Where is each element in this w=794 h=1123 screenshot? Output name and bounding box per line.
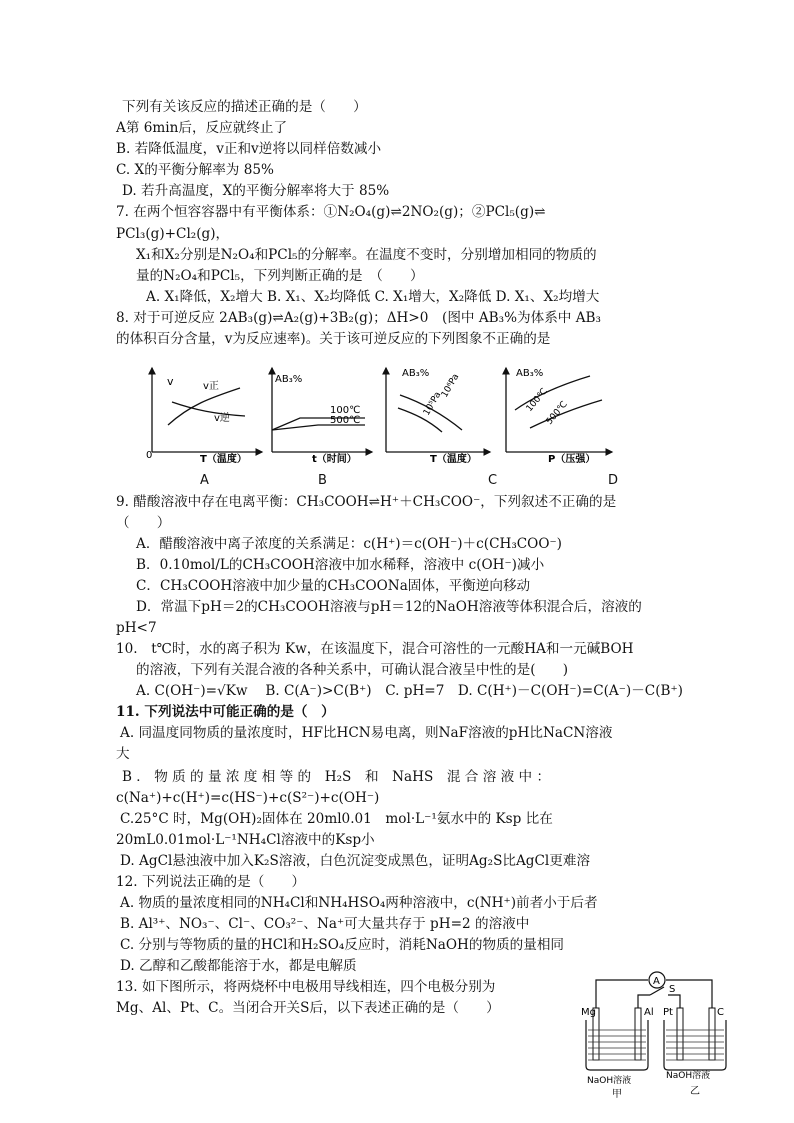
q7-line4: 量的N₂O₄和PCl₅，下列判断正确的是 （ ） <box>136 268 424 284</box>
graph-a-curve2: v逆 <box>214 413 230 424</box>
graph-b-curve2: 500℃ <box>330 415 361 426</box>
q10-options: A. C(OH⁻)=√Kw B. C(A⁻)>C(B⁺) C. pH=7 D. C(H⁺)－C(OH⁻)=C(A⁻)－C(B⁺) <box>136 683 683 699</box>
graph-c-curve1: 10⁶Pa <box>439 372 462 400</box>
electrode-c-label: C <box>717 1007 724 1018</box>
q13-line1: 13. 如下图所示，将两烧杯中电极用导线相连，四个电极分别为 <box>116 979 496 995</box>
q6-option-c: C. X的平衡分解率为 85% <box>116 162 274 178</box>
graph-d-caption: D <box>608 473 619 488</box>
graph-d-curve2: 500℃ <box>544 399 570 427</box>
electrode-al-label: Al <box>644 1007 654 1018</box>
electrode-mg-label: Mg <box>581 1007 596 1018</box>
q9-option-a: A．醋酸溶液中离子浓度的关系满足：c(H⁺)＝c(OH⁻)＋c(CH₃COO⁻) <box>136 536 562 552</box>
graph-c-caption: C <box>488 473 498 488</box>
q11-option-c1: C.25°C 时，Mg(OH)₂固体在 20ml0.01 mol·L⁻¹氨水中的 Ksp 比在 <box>120 811 553 827</box>
q9-line1: 9. 醋酸溶液中存在电离平衡：CH₃COOH⇌H⁺＋CH₃COO⁻，下列叙述不正确的是 <box>116 494 617 510</box>
q9-option-b: B．0.10mol/L的CH₃COOH溶液中加水稀释，溶液中 c(OH⁻)减小 <box>136 557 545 573</box>
q12-stem: 12. 下列说法正确的是（ ） <box>116 874 306 890</box>
q12-option-c: C. 分别与等物质的量的HCl和H₂SO₄反应时，消耗NaOH的物质的量相同 <box>120 937 565 953</box>
ammeter-label: A <box>653 976 660 987</box>
beaker-label-1: 甲 <box>612 1089 622 1100</box>
q7-line3: X₁和X₂分别是N₂O₄和PCl₅的分解率。在温度不变时，分别增加相同的物质的 <box>136 247 597 263</box>
q7-line1: 7. 在两个恒容容器中有平衡体系：①N₂O₄(g)⇌2NO₂(g)；②PCl₅(g)⇌ <box>116 204 546 220</box>
graph-a-origin: 0 <box>146 450 153 461</box>
q6-option-d: D. 若升高温度，X的平衡分解率将大于 85% <box>122 183 390 199</box>
graph-a-xlabel: T（温度） <box>200 454 247 465</box>
q7-options: A. X₁降低，X₂增大 B. X₁、X₂均降低 C. X₁增大，X₂降低 D. X₁、X₂均增大 <box>146 289 600 305</box>
graph-c <box>386 368 490 452</box>
graph-a-curve1: v正 <box>203 381 219 392</box>
graph-b-curve1: 100℃ <box>330 405 361 416</box>
q9-option-d2: pH<7 <box>116 620 157 636</box>
electrode-pt-label: Pt <box>663 1007 673 1018</box>
q8-graphs <box>0 358 794 488</box>
q6-option-b: B. 若降低温度，v正和v逆将以同样倍数减小 <box>116 141 382 157</box>
solution-label-1: NaOH溶液 <box>587 1076 632 1086</box>
q10-line2: 的溶液，下列有关混合液的各种关系中，可确认混合液呈中性的是( ) <box>136 662 569 678</box>
graph-a-caption: A <box>200 473 209 488</box>
graph-c-curve2: 10⁵Pa <box>421 390 444 418</box>
beaker-label-2: 乙 <box>690 1086 700 1097</box>
q11-option-a2: 大 <box>116 746 130 762</box>
q13-line2: Mg、Al、Pt、C。当闭合开关S后，以下表述正确的是（ ） <box>116 1000 500 1016</box>
q6-option-a: A第 6min后，反应就终止了 <box>116 120 288 136</box>
q11-option-b1: B ． 物 质 的 量 浓 度 相 等 的 H₂S 和 NaHS 混 合 溶 液 中 ： <box>122 769 551 785</box>
q11-option-c2: 20mL0.01mol·L⁻¹NH₄Cl溶液中的Ksp小 <box>116 832 375 848</box>
q10-line1: 10. t℃时，水的离子积为 Kw，在该温度下，混合可溶性的一元酸HA和一元碱BOH <box>116 641 634 657</box>
q11-option-b2: c(Na⁺)+c(H⁺)=c(HS⁻)+c(S²⁻)+c(OH⁻) <box>116 790 380 806</box>
graph-d-ylabel: AB₃% <box>516 368 544 379</box>
graph-c-ylabel: AB₃% <box>402 368 430 379</box>
q11-option-d: D. AgCl悬浊液中加入K₂S溶液，白色沉淀变成黑色，证明Ag₂S比AgCl更难溶 <box>120 853 591 869</box>
graph-d-xlabel: P（压强） <box>548 454 596 465</box>
q12-option-d: D. 乙醇和乙酸都能溶于水，都是电解质 <box>120 958 357 974</box>
graph-a-ylabel: v <box>167 375 174 388</box>
q12-option-b: B. Al³⁺、NO₃⁻、Cl⁻、CO₃²⁻、Na⁺可大量共存于 pH=2 的溶液中 <box>120 916 530 932</box>
q6-stem: 下列有关该反应的描述正确的是（ ） <box>122 99 367 115</box>
graph-b-ylabel: AB₃% <box>275 374 303 385</box>
solution-label-2: NaOH溶液 <box>666 1071 711 1081</box>
q9-option-d1: D．常温下pH＝2的CH₃COOH溶液与pH＝12的NaOH溶液等体积混合后，溶液的 <box>136 599 642 615</box>
q11-option-a1: A. 同温度同物质的量浓度时，HF比HCN易电离，则NaF溶液的pH比NaCN溶液 <box>120 725 613 741</box>
q8-line1: 8. 对于可逆反应 2AB₃(g)⇌A₂(g)+3B₂(g)；ΔH>0 (图中 AB₃%为体系中 AB₃ <box>116 310 601 326</box>
q8-line2: 的体积百分含量，v为反应速率)。关于该可逆反应的下列图象不正确的是 <box>116 331 551 347</box>
q9-line2: （ ） <box>116 515 171 531</box>
switch-label: S <box>669 984 676 995</box>
graph-b-caption: B <box>318 473 327 488</box>
q7-line2: PCl₃(g)+Cl₂(g)， <box>116 226 230 242</box>
graph-b-xlabel: t（时间） <box>312 454 357 465</box>
graph-c-xlabel: T（温度） <box>430 454 477 465</box>
q13-figure <box>578 968 738 1108</box>
q9-option-c: C．CH₃COOH溶液中加少量的CH₃COONa固体，平衡逆向移动 <box>136 578 531 594</box>
q11-stem: 11. 下列说法中可能正确的是（ ） <box>116 704 335 720</box>
q12-option-a: A. 物质的量浓度相同的NH₄Cl和NH₄HSO₄两种溶液中，c(NH⁺)前者小于后者 <box>120 895 598 911</box>
graph-d-curve1: 100℃ <box>524 386 550 414</box>
